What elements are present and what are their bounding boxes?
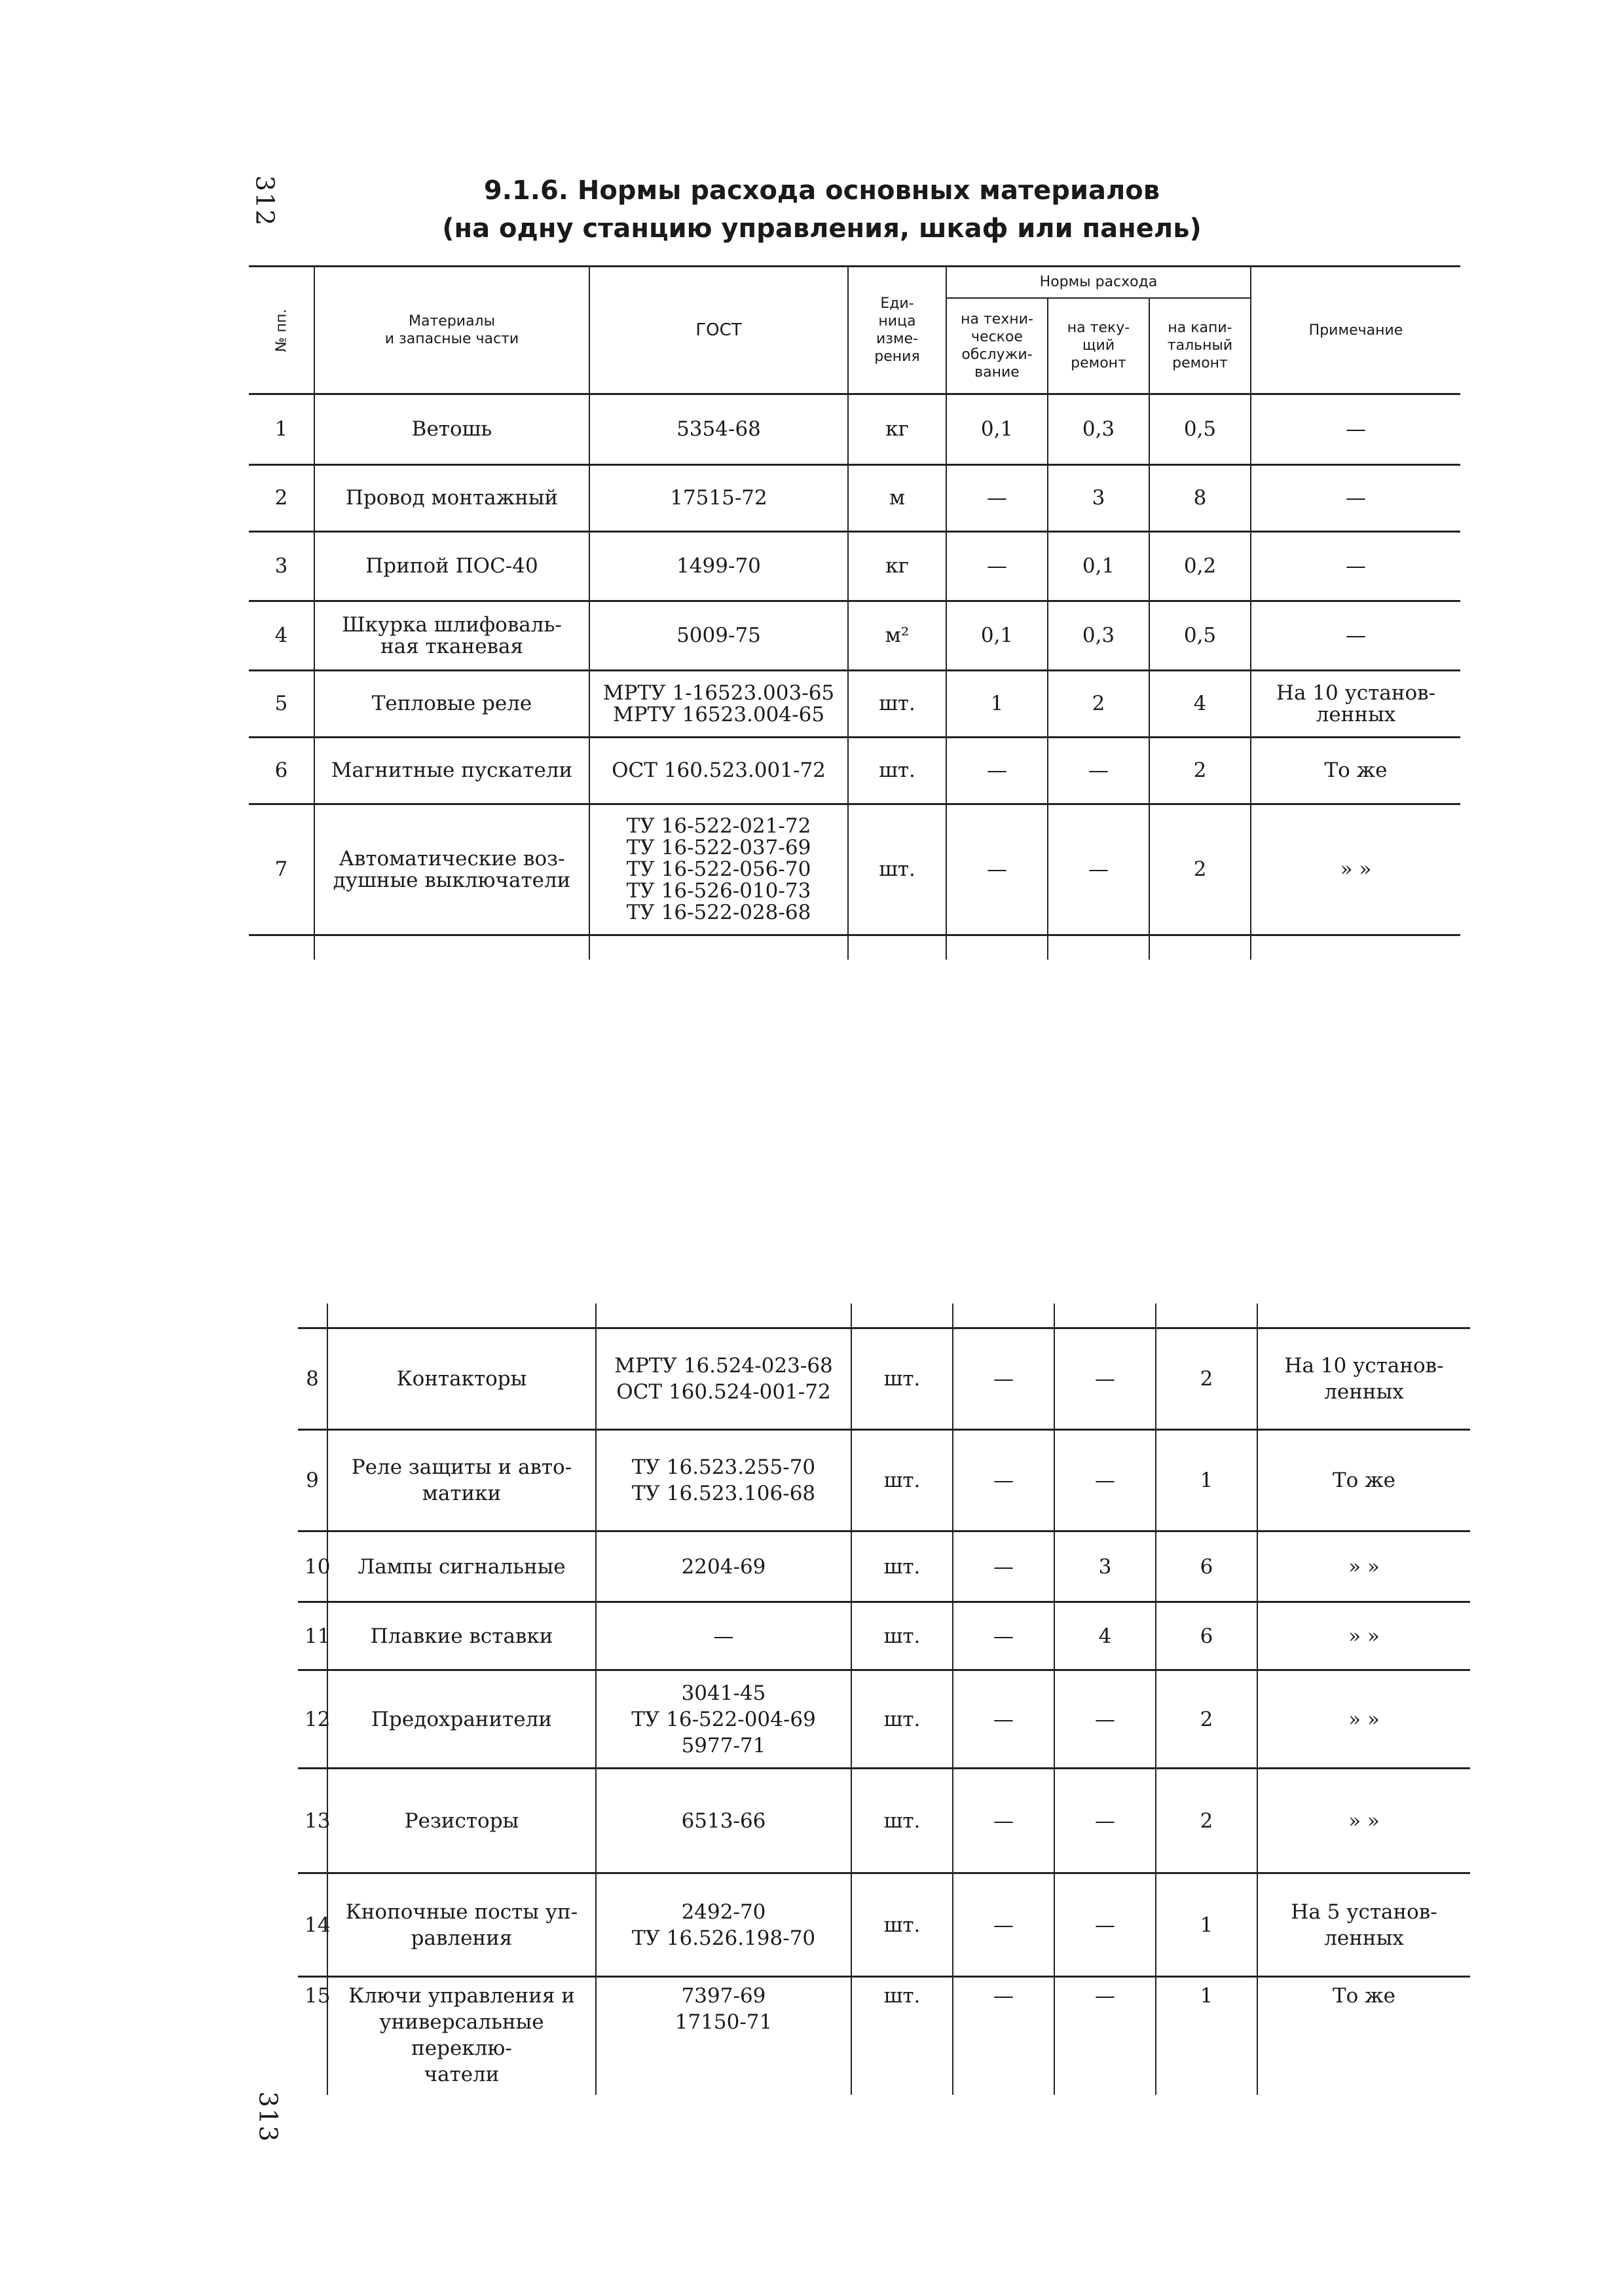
empty-cell <box>1054 1304 1156 1328</box>
norm-capital-repair: 2 <box>1149 804 1251 935</box>
material-name: Магнитные пускатели <box>314 738 589 804</box>
norm-maintenance: — <box>953 1977 1054 2095</box>
empty-cell <box>589 935 848 960</box>
empty-cell <box>1251 935 1460 960</box>
table-row <box>298 1670 1470 1769</box>
material-name: Контакторы <box>327 1328 596 1430</box>
note: » » <box>1257 1602 1470 1670</box>
unit: шт. <box>848 738 946 804</box>
norm-maintenance: — <box>953 1602 1054 1670</box>
note: — <box>1251 532 1460 601</box>
row-number: 1 <box>249 394 314 465</box>
norm-current-repair: 3 <box>1048 465 1149 532</box>
row-number: 3 <box>249 532 314 601</box>
row-number: 8 <box>298 1328 327 1430</box>
unit: м <box>848 465 946 532</box>
row-number: 11 <box>298 1602 327 1670</box>
table-row <box>249 465 1460 532</box>
note: — <box>1251 394 1460 465</box>
norm-maintenance: — <box>953 1670 1054 1769</box>
note: — <box>1251 601 1460 671</box>
material-name: Предохранители <box>327 1670 596 1769</box>
gost-code: 5354-68 <box>589 394 848 465</box>
table-row <box>298 1769 1470 1873</box>
norm-current-repair: 0,1 <box>1048 532 1149 601</box>
unit: шт. <box>851 1977 953 2095</box>
norm-maintenance: — <box>953 1430 1054 1531</box>
norm-current-repair: 0,3 <box>1048 394 1149 465</box>
empty-cell <box>946 935 1048 960</box>
material-name: Ключи управления и универсальные переклю- чатели <box>327 1977 596 2095</box>
gost-code: 3041-45 ТУ 16-522-004-69 5977-71 <box>596 1670 851 1769</box>
norm-current-repair: — <box>1054 1430 1156 1531</box>
note: — <box>1251 465 1460 532</box>
empty-cell <box>851 1304 953 1328</box>
row-number: 4 <box>249 601 314 671</box>
norm-capital-repair: 0,5 <box>1149 394 1251 465</box>
material-name: Тепловые реле <box>314 671 589 738</box>
norm-current-repair: — <box>1054 1873 1156 1977</box>
header-norm-maintenance: на техни- ческое обслужи- вание <box>946 298 1048 394</box>
unit: шт. <box>851 1769 953 1873</box>
norm-capital-repair: 4 <box>1149 671 1251 738</box>
empty-cell <box>1048 935 1149 960</box>
norm-capital-repair: 0,2 <box>1149 532 1251 601</box>
row-number: 14 <box>298 1873 327 1977</box>
unit: шт. <box>848 804 946 935</box>
norm-current-repair: — <box>1054 1670 1156 1769</box>
gost-code: МРТУ 1-16523.003-65 МРТУ 16523.004-65 <box>589 671 848 738</box>
note: То же <box>1257 1977 1470 2095</box>
gost-code: 5009-75 <box>589 601 848 671</box>
note: На 5 установ- ленных <box>1257 1873 1470 1977</box>
norm-capital-repair: 2 <box>1149 738 1251 804</box>
gost-code: ТУ 16.523.255-70 ТУ 16.523.106-68 <box>596 1430 851 1531</box>
material-name: Резисторы <box>327 1769 596 1873</box>
table-continuation-row <box>249 935 1460 960</box>
empty-cell <box>298 1304 327 1328</box>
table-continuation-row <box>298 1304 1470 1328</box>
norm-current-repair: 4 <box>1054 1602 1156 1670</box>
norm-current-repair: 0,3 <box>1048 601 1149 671</box>
row-number: 9 <box>298 1430 327 1531</box>
table-row <box>298 1602 1470 1670</box>
table-row <box>249 671 1460 738</box>
table-row <box>298 1531 1470 1602</box>
table-title-line-2: (на одну станцию управления, шкаф или панель) <box>442 214 1202 244</box>
gost-code: ТУ 16-522-021-72 ТУ 16-522-037-69 ТУ 16-522-056-70 ТУ 16-526-010-73 ТУ 16-522-028-68 <box>589 804 848 935</box>
norm-current-repair: — <box>1048 738 1149 804</box>
table-row <box>298 1328 1470 1430</box>
unit: шт. <box>851 1328 953 1430</box>
row-number: 12 <box>298 1670 327 1769</box>
note: То же <box>1251 738 1460 804</box>
unit: шт. <box>851 1430 953 1531</box>
norm-capital-repair: 2 <box>1156 1769 1257 1873</box>
empty-cell <box>314 935 589 960</box>
unit: шт. <box>851 1602 953 1670</box>
norm-maintenance: 0,1 <box>946 394 1048 465</box>
norm-maintenance: — <box>946 804 1048 935</box>
norm-maintenance: 1 <box>946 671 1048 738</box>
norms-table-top <box>249 265 1460 960</box>
norm-maintenance: — <box>953 1769 1054 1873</box>
norm-capital-repair: 6 <box>1156 1602 1257 1670</box>
gost-code: 17515-72 <box>589 465 848 532</box>
row-number: 15 <box>298 1977 327 2095</box>
table-row <box>249 804 1460 935</box>
material-name: Припой ПОС-40 <box>314 532 589 601</box>
empty-cell <box>249 935 314 960</box>
material-name: Автоматические воз- душные выключатели <box>314 804 589 935</box>
empty-cell <box>596 1304 851 1328</box>
gost-code: 7397-69 17150-71 <box>596 1977 851 2095</box>
empty-cell <box>953 1304 1054 1328</box>
material-name: Провод монтажный <box>314 465 589 532</box>
norm-capital-repair: 1 <box>1156 1977 1257 2095</box>
gost-code: — <box>596 1602 851 1670</box>
norm-maintenance: 0,1 <box>946 601 1048 671</box>
norm-maintenance: — <box>946 738 1048 804</box>
header-norms-group: Нормы расхода <box>946 267 1251 298</box>
material-name: Ветошь <box>314 394 589 465</box>
unit: м² <box>848 601 946 671</box>
unit: шт. <box>848 671 946 738</box>
table-row <box>249 532 1460 601</box>
norm-capital-repair: 1 <box>1156 1873 1257 1977</box>
gost-code: 1499-70 <box>589 532 848 601</box>
norm-current-repair: — <box>1054 1977 1156 2095</box>
header-norm-current-repair: на теку- щий ремонт <box>1048 298 1149 394</box>
header-unit: Еди- ница изме- рения <box>848 267 946 394</box>
table-row <box>298 1977 1470 2095</box>
table-row <box>249 394 1460 465</box>
note: На 10 установ- ленных <box>1251 671 1460 738</box>
header-gost: ГОСТ <box>589 267 848 394</box>
material-name: Реле защиты и авто- матики <box>327 1430 596 1531</box>
norm-current-repair: 2 <box>1048 671 1149 738</box>
unit: кг <box>848 532 946 601</box>
gost-code: ОСТ 160.523.001-72 <box>589 738 848 804</box>
norm-capital-repair: 1 <box>1156 1430 1257 1531</box>
table-row <box>298 1430 1470 1531</box>
gost-code: 6513-66 <box>596 1769 851 1873</box>
note: » » <box>1257 1670 1470 1769</box>
material-name: Кнопочные посты уп- равления <box>327 1873 596 1977</box>
gost-code: 2204-69 <box>596 1531 851 1602</box>
row-number: 6 <box>249 738 314 804</box>
table-row <box>249 601 1460 671</box>
page-number-bottom: 313 <box>253 2091 283 2143</box>
table-row <box>249 738 1460 804</box>
norm-maintenance: — <box>953 1873 1054 1977</box>
gost-code: 2492-70 ТУ 16.526.198-70 <box>596 1873 851 1977</box>
norm-current-repair: — <box>1054 1769 1156 1873</box>
row-number: 13 <box>298 1769 327 1873</box>
norm-maintenance: — <box>946 532 1048 601</box>
row-number: 7 <box>249 804 314 935</box>
header-materials: Материалы и запасные части <box>314 267 589 394</box>
norm-capital-repair: 6 <box>1156 1531 1257 1602</box>
row-number: 5 <box>249 671 314 738</box>
table-row <box>298 1873 1470 1977</box>
empty-cell <box>327 1304 596 1328</box>
note: То же <box>1257 1430 1470 1531</box>
norms-table-bottom <box>298 1304 1470 2095</box>
norm-capital-repair: 0,5 <box>1149 601 1251 671</box>
empty-cell <box>1149 935 1251 960</box>
norm-current-repair: 3 <box>1054 1531 1156 1602</box>
unit: шт. <box>851 1670 953 1769</box>
gost-code: МРТУ 16.524-023-68 ОСТ 160.524-001-72 <box>596 1328 851 1430</box>
norm-capital-repair: 2 <box>1156 1670 1257 1769</box>
norm-maintenance: — <box>946 465 1048 532</box>
norm-capital-repair: 2 <box>1156 1328 1257 1430</box>
header-num: № пп. <box>249 267 314 394</box>
material-name: Плавкие вставки <box>327 1602 596 1670</box>
note: » » <box>1251 804 1460 935</box>
header-norm-capital-repair: на капи- тальный ремонт <box>1149 298 1251 394</box>
page-number-top: 312 <box>250 175 280 227</box>
material-name: Лампы сигнальные <box>327 1531 596 1602</box>
unit: кг <box>848 394 946 465</box>
row-number: 2 <box>249 465 314 532</box>
norm-maintenance: — <box>953 1531 1054 1602</box>
header-note: Примечание <box>1251 267 1460 394</box>
empty-cell <box>1156 1304 1257 1328</box>
norm-current-repair: — <box>1054 1328 1156 1430</box>
note: » » <box>1257 1531 1470 1602</box>
unit: шт. <box>851 1531 953 1602</box>
norm-maintenance: — <box>953 1328 1054 1430</box>
norm-capital-repair: 8 <box>1149 465 1251 532</box>
note: » » <box>1257 1769 1470 1873</box>
table-title-line-1: 9.1.6. Нормы расхода основных материалов <box>483 176 1160 206</box>
empty-cell <box>848 935 946 960</box>
note: На 10 установ- ленных <box>1257 1328 1470 1430</box>
material-name: Шкурка шлифоваль- ная тканевая <box>314 601 589 671</box>
empty-cell <box>1257 1304 1470 1328</box>
row-number: 10 <box>298 1531 327 1602</box>
norm-current-repair: — <box>1048 804 1149 935</box>
unit: шт. <box>851 1873 953 1977</box>
